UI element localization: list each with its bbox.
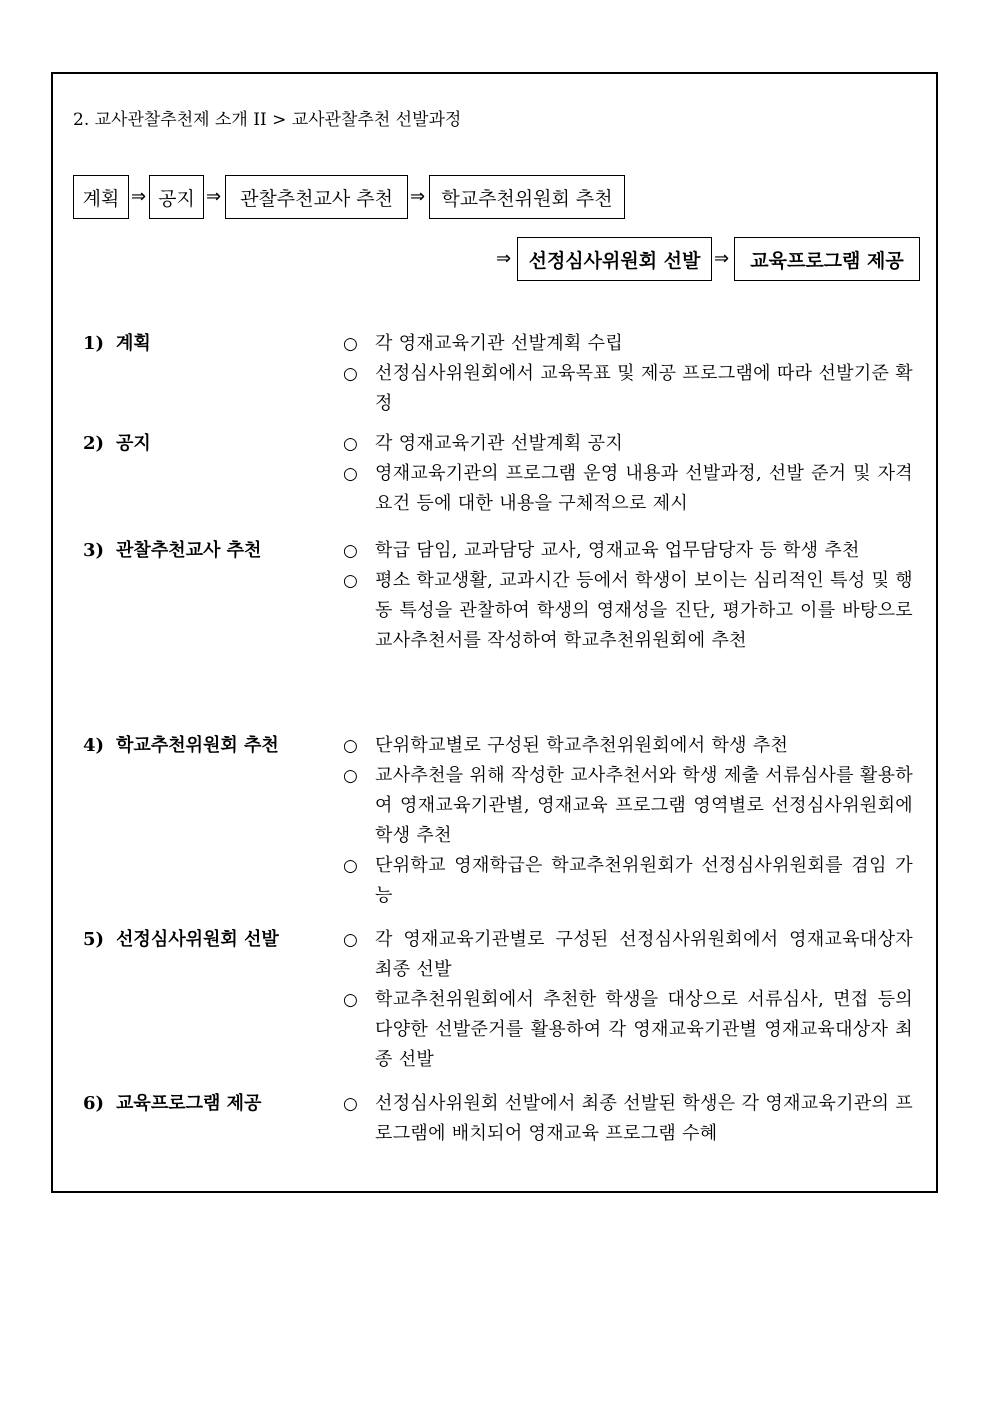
- section-title-text: 학교추천위원회 추천: [116, 735, 279, 756]
- bullet-text: 단위학교 영재학급은 학교추천위원회가 선정심사위원회를 겸임 가능: [375, 855, 913, 906]
- bullet-item: [343, 536, 913, 566]
- flow-step-teacher-recommendation: 관찰추천교사 추천: [225, 175, 408, 219]
- flow-arrow: ⇒: [206, 186, 222, 207]
- section-title-text: 계획: [116, 333, 151, 354]
- section-title: [83, 429, 151, 459]
- flow-step-notice: 공지: [149, 175, 204, 219]
- circle-bullet-icon: ○: [343, 856, 359, 876]
- section-number: 5): [83, 929, 105, 950]
- section-title-text: 선정심사위원회 선발: [116, 929, 279, 950]
- circle-bullet-icon: ○: [343, 1094, 359, 1114]
- bullet-text: 선정심사위원회 선발에서 최종 선발된 학생은 각 영재교육기관의 프로그램에 배치되어 영재교육 프로그램 수혜: [375, 1093, 913, 1144]
- section-number: 2): [83, 433, 105, 454]
- flow-arrow: ⇒: [410, 186, 426, 207]
- section-title-text: 관찰추천교사 추천: [116, 540, 262, 561]
- circle-bullet-icon: ○: [343, 364, 359, 384]
- circle-bullet-icon: ○: [343, 464, 359, 484]
- section-title: [83, 329, 151, 359]
- section-title: [83, 731, 279, 761]
- bullet-item: [343, 429, 913, 459]
- bullet-list: [343, 536, 913, 656]
- flow-arrow: ⇒: [496, 248, 512, 269]
- section-number: 6): [83, 1093, 105, 1114]
- section-title: [83, 536, 261, 566]
- circle-bullet-icon: ○: [343, 930, 359, 950]
- flow-step-education-program: 교육프로그램 제공: [734, 237, 920, 281]
- circle-bullet-icon: ○: [343, 334, 359, 354]
- bullet-text: 선정심사위원회에서 교육목표 및 제공 프로그램에 따라 선발기준 확정: [375, 363, 913, 414]
- bullet-text: 각 영재교육기관별로 구성된 선정심사위원회에서 영재교육대상자 최종 선발: [375, 929, 913, 980]
- bullet-text: 단위학교별로 구성된 학교추천위원회에서 학생 추천: [375, 735, 789, 756]
- circle-bullet-icon: ○: [343, 541, 359, 561]
- flow-step-plan: 계획: [73, 175, 129, 219]
- circle-bullet-icon: ○: [343, 571, 359, 591]
- bullet-text: 영재교육기관의 프로그램 운영 내용과 선발과정, 선발 준거 및 자격요건 등에 대한 내용을 구체적으로 제시: [375, 463, 913, 514]
- bullet-list: [343, 731, 913, 911]
- section-title-text: 공지: [116, 433, 151, 454]
- section-number: 1): [83, 333, 105, 354]
- bullet-list: [343, 1089, 913, 1149]
- section-number: 4): [83, 735, 105, 756]
- circle-bullet-icon: ○: [343, 434, 359, 454]
- bullet-item: [343, 359, 913, 419]
- bullet-item: [343, 566, 913, 656]
- content-frame: [51, 72, 938, 1193]
- circle-bullet-icon: ○: [343, 766, 359, 786]
- bullet-text: 각 영재교육기관 선발계획 수립: [375, 333, 624, 354]
- bullet-item: [343, 925, 913, 985]
- bullet-item: [343, 851, 913, 911]
- flow-step-selection-committee: 선정심사위원회 선발: [517, 237, 712, 281]
- bullet-item: [343, 459, 913, 519]
- page-header: 2. 교사관찰추천제 소개 II > 교사관찰추천 선발과정: [73, 110, 462, 130]
- bullet-text: 학교추천위원회에서 추천한 학생을 대상으로 서류심사, 면접 등의 다양한 선발준거를 활용하여 각 영재교육기관별 영재교육대상자 최종 선발: [375, 989, 913, 1070]
- bullet-list: [343, 925, 913, 1075]
- section-title: [83, 925, 279, 955]
- bullet-text: 교사추천을 위해 작성한 교사추천서와 학생 제출 서류심사를 활용하여 영재교육기관별, 영재교육 프로그램 영역별로 선정심사위원회에 학생 추천: [375, 765, 913, 846]
- circle-bullet-icon: ○: [343, 990, 359, 1010]
- bullet-item: [343, 1089, 913, 1149]
- bullet-text: 학급 담임, 교과담당 교사, 영재교육 업무담당자 등 학생 추천: [375, 540, 860, 561]
- bullet-item: [343, 731, 913, 761]
- bullet-text: 평소 학교생활, 교과시간 등에서 학생이 보이는 심리적인 특성 및 행동 특성을 관찰하여 학생의 영재성을 진단, 평가하고 이를 바탕으로 교사추천서를 작성하여 학교추천위원회에 추천: [375, 570, 913, 651]
- bullet-list: [343, 429, 913, 519]
- section-title: [83, 1089, 261, 1119]
- bullet-item: [343, 761, 913, 851]
- flow-arrow: ⇒: [131, 186, 147, 207]
- bullet-text: 각 영재교육기관 선발계획 공지: [375, 433, 624, 454]
- circle-bullet-icon: ○: [343, 736, 359, 756]
- section-number: 3): [83, 540, 105, 561]
- bullet-item: [343, 329, 913, 359]
- flow-step-school-committee: 학교추천위원회 추천: [429, 175, 625, 219]
- bullet-item: [343, 985, 913, 1075]
- section-title-text: 교육프로그램 제공: [116, 1093, 262, 1114]
- flow-arrow: ⇒: [714, 248, 730, 269]
- bullet-list: [343, 329, 913, 419]
